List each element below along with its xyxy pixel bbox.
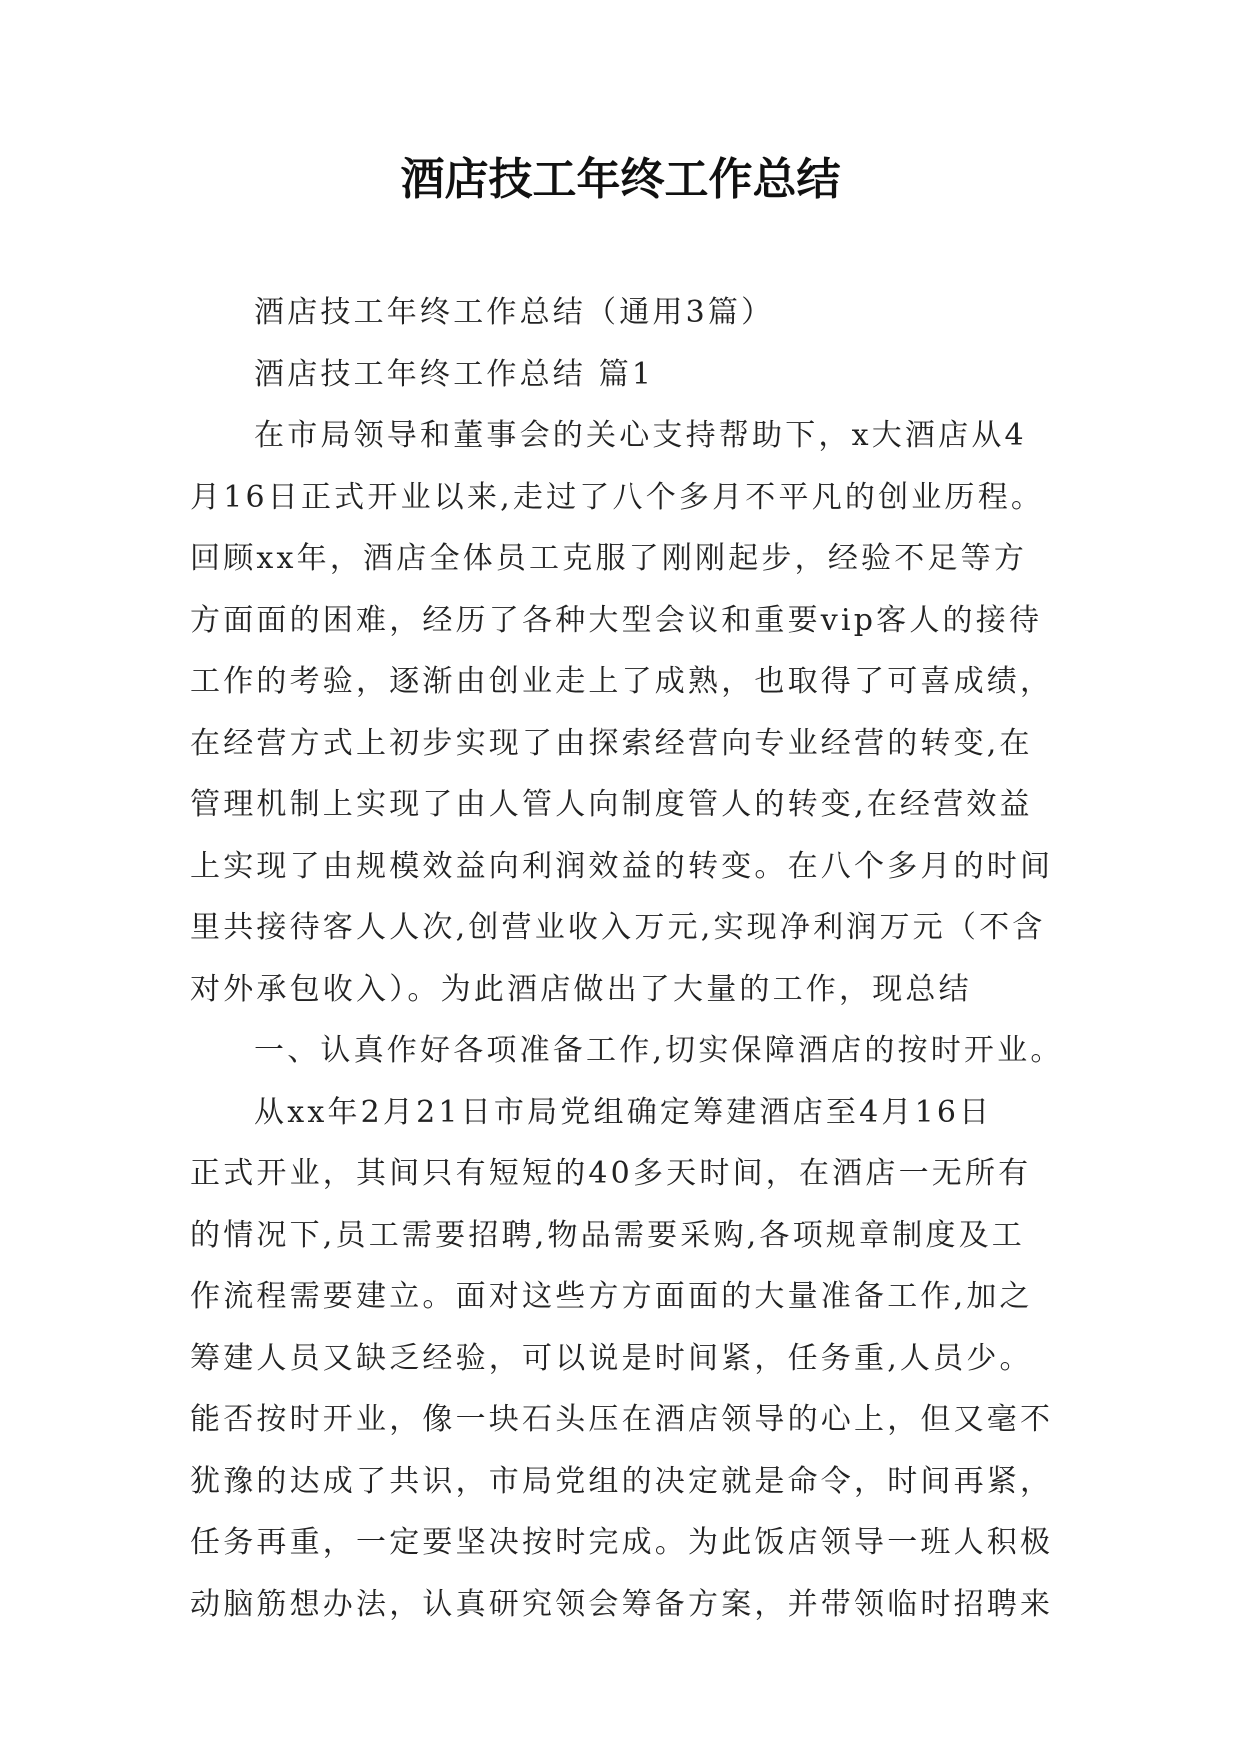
- section-heading: 酒店技工年终工作总结 篇1: [254, 356, 655, 392]
- paragraph-line: 月16日正式开业以来,走过了八个多月不平凡的创业历程。: [190, 479, 1045, 515]
- section-heading: 一、认真作好各项准备工作,切实保障酒店的按时开业。: [254, 1033, 1064, 1068]
- paragraph-line: 在市局领导和董事会的关心支持帮助下，x大酒店从4: [254, 418, 1027, 453]
- paragraph-line: 回顾xx年，酒店全体员工克服了刚刚起步，经验不足等方: [190, 541, 1028, 576]
- paragraph-line: 犹豫的达成了共识，市局党组的决定就是命令，时间再紧，: [190, 1463, 1054, 1499]
- paragraph-line: 筹建人员又缺乏经验，可以说是时间紧，任务重,人员少。: [190, 1340, 1033, 1376]
- paragraph-line: 管理机制上实现了由人管人向制度管人的转变,在经营效益: [190, 787, 1033, 822]
- document-title: 酒店技工年终工作总结: [400, 154, 841, 205]
- paragraph-line: 任务再重，一定要坚决按时完成。为此饭店领导一班人积极: [190, 1525, 1054, 1560]
- paragraph-line: 能否按时开业，像一块石头压在酒店领导的心上，但又毫不: [190, 1402, 1054, 1437]
- paragraph-line: 上实现了由规模效益向利润效益的转变。在八个多月的时间: [190, 848, 1054, 884]
- paragraph-line: 在经营方式上初步实现了由探索经营向专业经营的转变,在: [190, 725, 1033, 761]
- document-body: [190, 282, 1064, 1635]
- paragraph-line: 作流程需要建立。面对这些方方面面的大量准备工作,加之: [190, 1279, 1033, 1314]
- paragraph-line: 方面面的困难，经历了各种大型会议和重要vip客人的接待: [190, 602, 1043, 638]
- paragraph-line: 对外承包收入）。为此酒店做出了大量的工作，现总结: [190, 971, 972, 1007]
- paragraph-line: 动脑筋想办法，认真研究领会筹备方案，并带领临时招聘来: [190, 1586, 1054, 1622]
- paragraph-line: 的情况下,员工需要招聘,物品需要采购,各项规章制度及工: [190, 1217, 1026, 1253]
- paragraph-line: 正式开业，其间只有短短的40多天时间，在酒店一无所有: [190, 1156, 1032, 1191]
- subtitle-line: 酒店技工年终工作总结（通用3篇）: [254, 295, 775, 330]
- paragraph-line: 工作的考验，逐渐由创业走上了成熟，也取得了可喜成绩，: [190, 664, 1054, 699]
- paragraph-line: 从xx年2月21日市局党组确定筹建酒店至4月16日: [254, 1094, 993, 1130]
- paragraph-line: 里共接待客人人次,创营业收入万元,实现净利润万元（不含: [190, 910, 1046, 945]
